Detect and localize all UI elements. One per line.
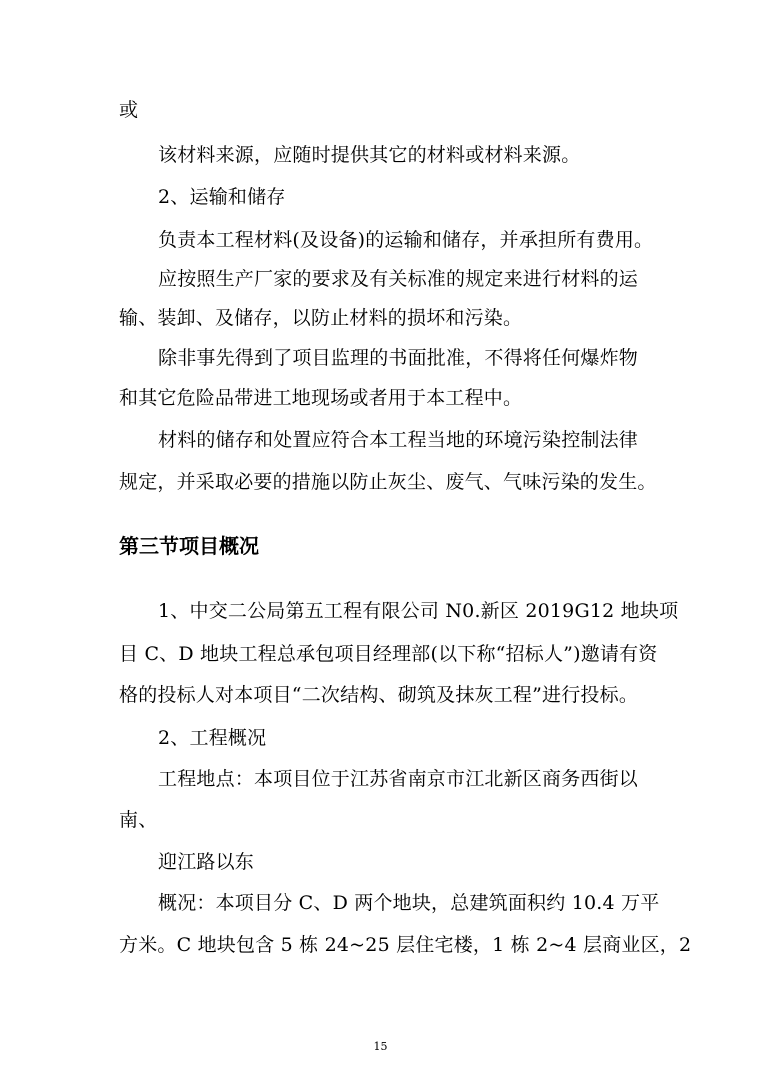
text-line: 除非事先得到了项目监理的书面批准，不得将任何爆炸物 <box>158 347 639 369</box>
text-line: 目 C、D 地块工程总承包项目经理部(以下称“招标人”)邀请有资 <box>119 643 658 665</box>
text-line: 2、运输和储存 <box>158 186 286 208</box>
text-line: 南、 <box>119 809 158 831</box>
text-line: 迎江路以东 <box>158 851 255 873</box>
text-line: 规定，并采取必要的措施以防止灰尘、废气、气味污染的发生。 <box>119 471 657 493</box>
text-line: 和其它危险品带进工地现场或者用于本工程中。 <box>119 387 523 409</box>
text-line: 1、中交二公局第五工程有限公司 N0.新区 2019G12 地块项 <box>158 600 679 622</box>
text-line: 输、装卸、及储存，以防止材料的损坏和污染。 <box>119 307 523 329</box>
text-line: 方米。C 地块包含 5 栋 24~25 层住宅楼，1 栋 2~4 层商业区，2 <box>119 934 692 956</box>
text-line: 应按照生产厂家的要求及有关标准的规定来进行材料的运 <box>158 268 639 290</box>
section-heading: 第三节项目概况 <box>119 534 259 558</box>
text-line: 材料的储存和处置应符合本工程当地的环境污染控制法律 <box>158 429 639 451</box>
text-line: 2、工程概况 <box>158 727 267 749</box>
text-line: 或 <box>119 99 139 121</box>
text-line: 负责本工程材料(及设备)的运输和储存，并承担所有费用。 <box>158 229 654 251</box>
text-line: 该材料来源，应随时提供其它的材料或材料来源。 <box>158 144 581 166</box>
text-line: 格的投标人对本项目“二次结构、砌筑及抹灰工程”进行投标。 <box>119 684 639 706</box>
text-line: 工程地点：本项目位于江苏省南京市江北新区商务西街以 <box>158 768 639 790</box>
page-number: 15 <box>373 1040 388 1053</box>
text-line: 概况：本项目分 C、D 两个地块，总建筑面积约 10.4 万平 <box>158 892 660 914</box>
